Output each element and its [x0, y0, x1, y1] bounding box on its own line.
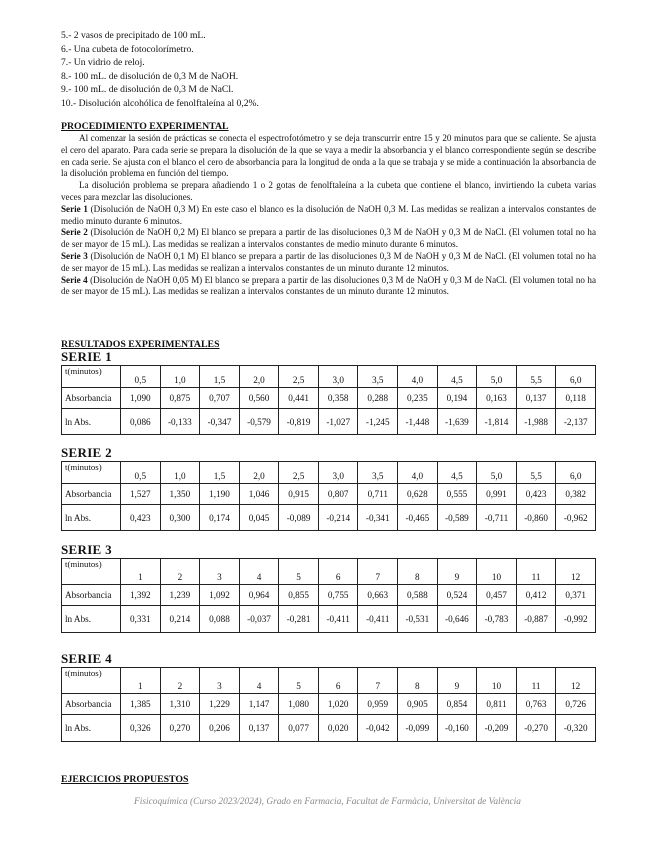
- serie-4-table: [61, 667, 596, 742]
- ln-abs-cell: 0,326: [121, 715, 161, 742]
- time-cell: 9: [437, 559, 477, 585]
- absorbance-cell: 1,392: [121, 585, 161, 606]
- time-cell: 4,5: [437, 462, 477, 484]
- procedure-heading: PROCEDIMIENTO EXPERIMENTAL: [61, 121, 229, 132]
- absorbance-cell: 1,527: [121, 484, 161, 505]
- time-cell: 4,0: [398, 462, 438, 484]
- row-label: ln Abs.: [62, 606, 121, 633]
- row-label: ln Abs.: [62, 505, 121, 531]
- absorbance-cell: 1,092: [200, 585, 240, 606]
- ln-abs-cell: -0,133: [160, 409, 200, 435]
- time-cell: 11: [516, 559, 556, 585]
- absorbance-cell: 1,350: [160, 484, 200, 505]
- serie-3-description: [61, 251, 596, 275]
- serie-4-text: (Disolución de NaOH 0,05 M) El blanco se prepara a partir de las disoluciones 0,3 M de NaOH y 0,3 M de NaCl. (El volumen total no ha de ser mayor de 15 mL). Las medidas se realizan a intervalos constantes de un minuto durante 12 minutos.: [61, 274, 596, 297]
- serie-2-title: SERIE 2: [61, 445, 112, 460]
- absorbance-cell: 1,239: [160, 585, 200, 606]
- ln-abs-cell: -0,819: [279, 409, 319, 435]
- ln-abs-cell: -0,214: [318, 505, 358, 531]
- time-cell: 7: [358, 559, 398, 585]
- time-cell: 5,0: [477, 366, 517, 388]
- ln-abs-cell: -0,341: [358, 505, 398, 531]
- absorbance-cell: 0,991: [477, 484, 517, 505]
- absorbance-cell: 0,560: [239, 388, 279, 409]
- serie-1-title: SERIE 1: [61, 349, 112, 364]
- absorbance-row: [62, 484, 596, 505]
- ln-abs-cell: -0,411: [318, 606, 358, 633]
- ln-abs-cell: -1,639: [437, 409, 477, 435]
- time-cell: 6,0: [556, 366, 596, 388]
- time-cell: 1,0: [160, 462, 200, 484]
- procedure-paragraph-2: La disolución problema se prepara añadiendo 1 o 2 gotas de fenolftaleína a la cubeta que contiene el blanco, invirtiendo la cubeta varias veces para mezclar las disoluciones.: [61, 180, 596, 202]
- time-cell: 2,0: [239, 366, 279, 388]
- serie-1-text: (Disolución de NaOH 0,3 M) En este caso el blanco es la disolución de NaOH 0,3 M. Las medidas se realizan a intervalos constantes de medio minuto durante 6 minutos.: [61, 203, 596, 226]
- absorbance-cell: 0,371: [556, 585, 596, 606]
- time-cell: 6,0: [556, 462, 596, 484]
- ln-abs-cell: -0,411: [358, 606, 398, 633]
- time-cell: 3,5: [358, 462, 398, 484]
- material-item: 5.- 2 vasos de precipitado de 100 mL.: [61, 30, 206, 41]
- row-label: t(minutos): [62, 559, 121, 585]
- procedure-text: [61, 133, 596, 298]
- serie-2-label: Serie 2: [61, 227, 88, 238]
- ln-abs-row: [62, 409, 596, 435]
- time-cell: 5: [279, 559, 319, 585]
- row-label: ln Abs.: [62, 409, 121, 435]
- absorbance-cell: 0,628: [398, 484, 438, 505]
- serie-3-table: [61, 558, 596, 633]
- row-label: Absorbancia: [62, 484, 121, 505]
- absorbance-cell: 0,763: [516, 694, 556, 715]
- row-label: Absorbancia: [62, 585, 121, 606]
- serie-3-label: Serie 3: [61, 250, 88, 261]
- material-item: 7.- Un vidrio de reloj.: [61, 57, 145, 69]
- ln-abs-row: [62, 505, 596, 531]
- serie-1-table: [61, 365, 596, 435]
- absorbance-cell: 0,707: [200, 388, 240, 409]
- materials-list: [61, 29, 259, 111]
- ln-abs-cell: 0,137: [239, 715, 279, 742]
- exercises-heading: EJERCICIOS PROPUESTOS: [61, 774, 189, 785]
- time-cell: 12: [556, 559, 596, 585]
- time-cell: 4,0: [398, 366, 438, 388]
- absorbance-cell: 0,915: [279, 484, 319, 505]
- time-cell: 10: [477, 559, 517, 585]
- ln-abs-cell: -1,988: [516, 409, 556, 435]
- absorbance-cell: 0,854: [437, 694, 477, 715]
- absorbance-cell: 0,441: [279, 388, 319, 409]
- time-cell: 3: [200, 668, 240, 694]
- ln-abs-cell: -2,137: [556, 409, 596, 435]
- absorbance-cell: 0,807: [318, 484, 358, 505]
- row-label: Absorbancia: [62, 694, 121, 715]
- ln-abs-cell: -0,992: [556, 606, 596, 633]
- page-footer: Fisicoquímica (Curso 2023/2024), Grado en Farmacia, Facultat de Farmàcia, Universitat de València: [134, 797, 521, 807]
- procedure-paragraph-1: Al comenzar la sesión de prácticas se conecta el espectrofotómetro y se deja transcurrir entre 15 y 20 minutos para que se caliente. Se ajusta el cero del aparato. Para cada serie se prepara la disolución de la que se vaya a medir la absorbancia y el blanco correspondiente según se describe en cada serie. Se ajusta con el blanco el cero de absorbancia para la longitud de onda a la que se trabaja y se mide a continuación la absorbancia de la disolución problema en función del tiempo.: [61, 133, 596, 179]
- ln-abs-row: [62, 715, 596, 742]
- absorbance-cell: 0,358: [318, 388, 358, 409]
- absorbance-cell: 0,524: [437, 585, 477, 606]
- ln-abs-cell: -0,042: [358, 715, 398, 742]
- time-cell: 5,5: [516, 462, 556, 484]
- time-cell: 2: [160, 668, 200, 694]
- serie-4-title: SERIE 4: [61, 651, 112, 666]
- results-heading: RESULTADOS EXPERIMENTALES: [61, 339, 220, 350]
- ln-abs-cell: -1,814: [477, 409, 517, 435]
- time-cell: 6: [318, 668, 358, 694]
- time-cell: 11: [516, 668, 556, 694]
- absorbance-cell: 0,194: [437, 388, 477, 409]
- absorbance-cell: 0,964: [239, 585, 279, 606]
- serie-3-title: SERIE 3: [61, 542, 112, 557]
- material-item: 9.- 100 mL. de disolución de 0,3 M de NaCl.: [61, 84, 234, 96]
- time-cell: 3,0: [318, 366, 358, 388]
- ln-abs-cell: 0,214: [160, 606, 200, 633]
- ln-abs-cell: -0,962: [556, 505, 596, 531]
- time-cell: 1: [121, 668, 161, 694]
- time-cell: 8: [398, 668, 438, 694]
- absorbance-cell: 1,090: [121, 388, 161, 409]
- ln-abs-cell: -0,860: [516, 505, 556, 531]
- absorbance-cell: 0,711: [358, 484, 398, 505]
- ln-abs-cell: -0,099: [398, 715, 438, 742]
- absorbance-cell: 0,755: [318, 585, 358, 606]
- ln-abs-cell: -1,027: [318, 409, 358, 435]
- absorbance-cell: 1,046: [239, 484, 279, 505]
- row-label: t(minutos): [62, 462, 121, 484]
- time-cell: 10: [477, 668, 517, 694]
- time-cell: 3,5: [358, 366, 398, 388]
- ln-abs-cell: -0,320: [556, 715, 596, 742]
- row-label: Absorbancia: [62, 388, 121, 409]
- ln-abs-cell: 0,174: [200, 505, 240, 531]
- ln-abs-cell: -0,089: [279, 505, 319, 531]
- ln-abs-cell: 0,045: [239, 505, 279, 531]
- absorbance-cell: 0,555: [437, 484, 477, 505]
- time-cell: 1,5: [200, 366, 240, 388]
- absorbance-cell: 0,959: [358, 694, 398, 715]
- absorbance-cell: 0,588: [398, 585, 438, 606]
- ln-abs-cell: -0,887: [516, 606, 556, 633]
- time-cell: 9: [437, 668, 477, 694]
- time-cell: 2,5: [279, 462, 319, 484]
- ln-abs-cell: -0,160: [437, 715, 477, 742]
- absorbance-cell: 0,905: [398, 694, 438, 715]
- time-cell: 5: [279, 668, 319, 694]
- time-cell: 5,5: [516, 366, 556, 388]
- serie-4-description: [61, 275, 596, 299]
- absorbance-cell: 1,020: [318, 694, 358, 715]
- absorbance-cell: 0,118: [556, 388, 596, 409]
- ln-abs-cell: -0,711: [477, 505, 517, 531]
- time-cell: 3: [200, 559, 240, 585]
- time-cell: 4,5: [437, 366, 477, 388]
- time-cell: 1,0: [160, 366, 200, 388]
- absorbance-cell: 0,663: [358, 585, 398, 606]
- ln-abs-cell: 0,206: [200, 715, 240, 742]
- material-item: 10.- Disolución alcohólica de fenolftaleína al 0,2%.: [61, 97, 259, 109]
- serie-4-label: Serie 4: [61, 274, 88, 285]
- row-label: ln Abs.: [62, 715, 121, 742]
- time-row: [62, 462, 596, 484]
- ln-abs-cell: -0,037: [239, 606, 279, 633]
- time-cell: 12: [556, 668, 596, 694]
- ln-abs-cell: -0,579: [239, 409, 279, 435]
- time-cell: 4: [239, 559, 279, 585]
- absorbance-cell: 0,137: [516, 388, 556, 409]
- material-item: 6.- Una cubeta de fotocolorímetro.: [61, 43, 194, 55]
- absorbance-cell: 0,726: [556, 694, 596, 715]
- time-cell: 7: [358, 668, 398, 694]
- absorbance-cell: 1,229: [200, 694, 240, 715]
- time-cell: 2,5: [279, 366, 319, 388]
- ln-abs-cell: -0,209: [477, 715, 517, 742]
- time-cell: 8: [398, 559, 438, 585]
- absorbance-cell: 1,190: [200, 484, 240, 505]
- row-label: t(minutos): [62, 668, 121, 694]
- ln-abs-cell: -0,281: [279, 606, 319, 633]
- absorbance-cell: 0,423: [516, 484, 556, 505]
- absorbance-cell: 0,875: [160, 388, 200, 409]
- ln-abs-cell: -1,448: [398, 409, 438, 435]
- absorbance-cell: 1,310: [160, 694, 200, 715]
- time-cell: 0,5: [121, 462, 161, 484]
- time-cell: 1,5: [200, 462, 240, 484]
- material-item: 8.- 100 mL. de disolución de 0,3 M de NaOH.: [61, 70, 239, 82]
- absorbance-cell: 0,382: [556, 484, 596, 505]
- ln-abs-cell: -1,245: [358, 409, 398, 435]
- absorbance-cell: 0,855: [279, 585, 319, 606]
- absorbance-cell: 0,457: [477, 585, 517, 606]
- ln-abs-cell: -0,465: [398, 505, 438, 531]
- ln-abs-cell: 0,270: [160, 715, 200, 742]
- ln-abs-cell: 0,300: [160, 505, 200, 531]
- absorbance-cell: 0,811: [477, 694, 517, 715]
- absorbance-cell: 0,412: [516, 585, 556, 606]
- serie-2-description: [61, 227, 596, 251]
- time-row: [62, 366, 596, 388]
- absorbance-row: [62, 388, 596, 409]
- absorbance-cell: 0,235: [398, 388, 438, 409]
- ln-abs-cell: 0,423: [121, 505, 161, 531]
- serie-3-text: (Disolución de NaOH 0,1 M) El blanco se prepara a partir de las disoluciones 0,3 M de NaOH y 0,3 M de NaCl. (El volumen total no ha de ser mayor de 15 mL). Las medidas se realizan a intervalos constantes de un minuto durante 12 minutos.: [61, 250, 596, 273]
- absorbance-row: [62, 585, 596, 606]
- ln-abs-cell: 0,086: [121, 409, 161, 435]
- time-cell: 6: [318, 559, 358, 585]
- serie-2-text: (Disolución de NaOH 0,2 M) El blanco se prepara a partir de las disoluciones 0,3 M de NaOH y 0,3 M de NaCl. (El volumen total no ha de ser mayor de 15 mL). Las medidas se realizan a intervalos constantes de medio minuto durante 6 minutos.: [61, 227, 596, 250]
- ln-abs-cell: 0,020: [318, 715, 358, 742]
- absorbance-cell: 0,163: [477, 388, 517, 409]
- time-cell: 0,5: [121, 366, 161, 388]
- ln-abs-cell: 0,088: [200, 606, 240, 633]
- time-row: [62, 668, 596, 694]
- ln-abs-cell: -0,347: [200, 409, 240, 435]
- row-label: t(minutos): [62, 366, 121, 388]
- absorbance-cell: 0,288: [358, 388, 398, 409]
- ln-abs-cell: 0,331: [121, 606, 161, 633]
- absorbance-cell: 1,147: [239, 694, 279, 715]
- serie-1-label: Serie 1: [61, 203, 88, 214]
- ln-abs-cell: -0,589: [437, 505, 477, 531]
- serie-2-table: [61, 461, 596, 531]
- absorbance-cell: 1,385: [121, 694, 161, 715]
- time-cell: 1: [121, 559, 161, 585]
- time-row: [62, 559, 596, 585]
- absorbance-cell: 1,080: [279, 694, 319, 715]
- ln-abs-cell: -0,270: [516, 715, 556, 742]
- ln-abs-cell: -0,531: [398, 606, 438, 633]
- time-cell: 5,0: [477, 462, 517, 484]
- serie-1-description: [61, 204, 596, 228]
- time-cell: 3,0: [318, 462, 358, 484]
- time-cell: 2: [160, 559, 200, 585]
- ln-abs-cell: 0,077: [279, 715, 319, 742]
- time-cell: 2,0: [239, 462, 279, 484]
- ln-abs-cell: -0,783: [477, 606, 517, 633]
- ln-abs-cell: -0,646: [437, 606, 477, 633]
- absorbance-row: [62, 694, 596, 715]
- time-cell: 4: [239, 668, 279, 694]
- ln-abs-row: [62, 606, 596, 633]
